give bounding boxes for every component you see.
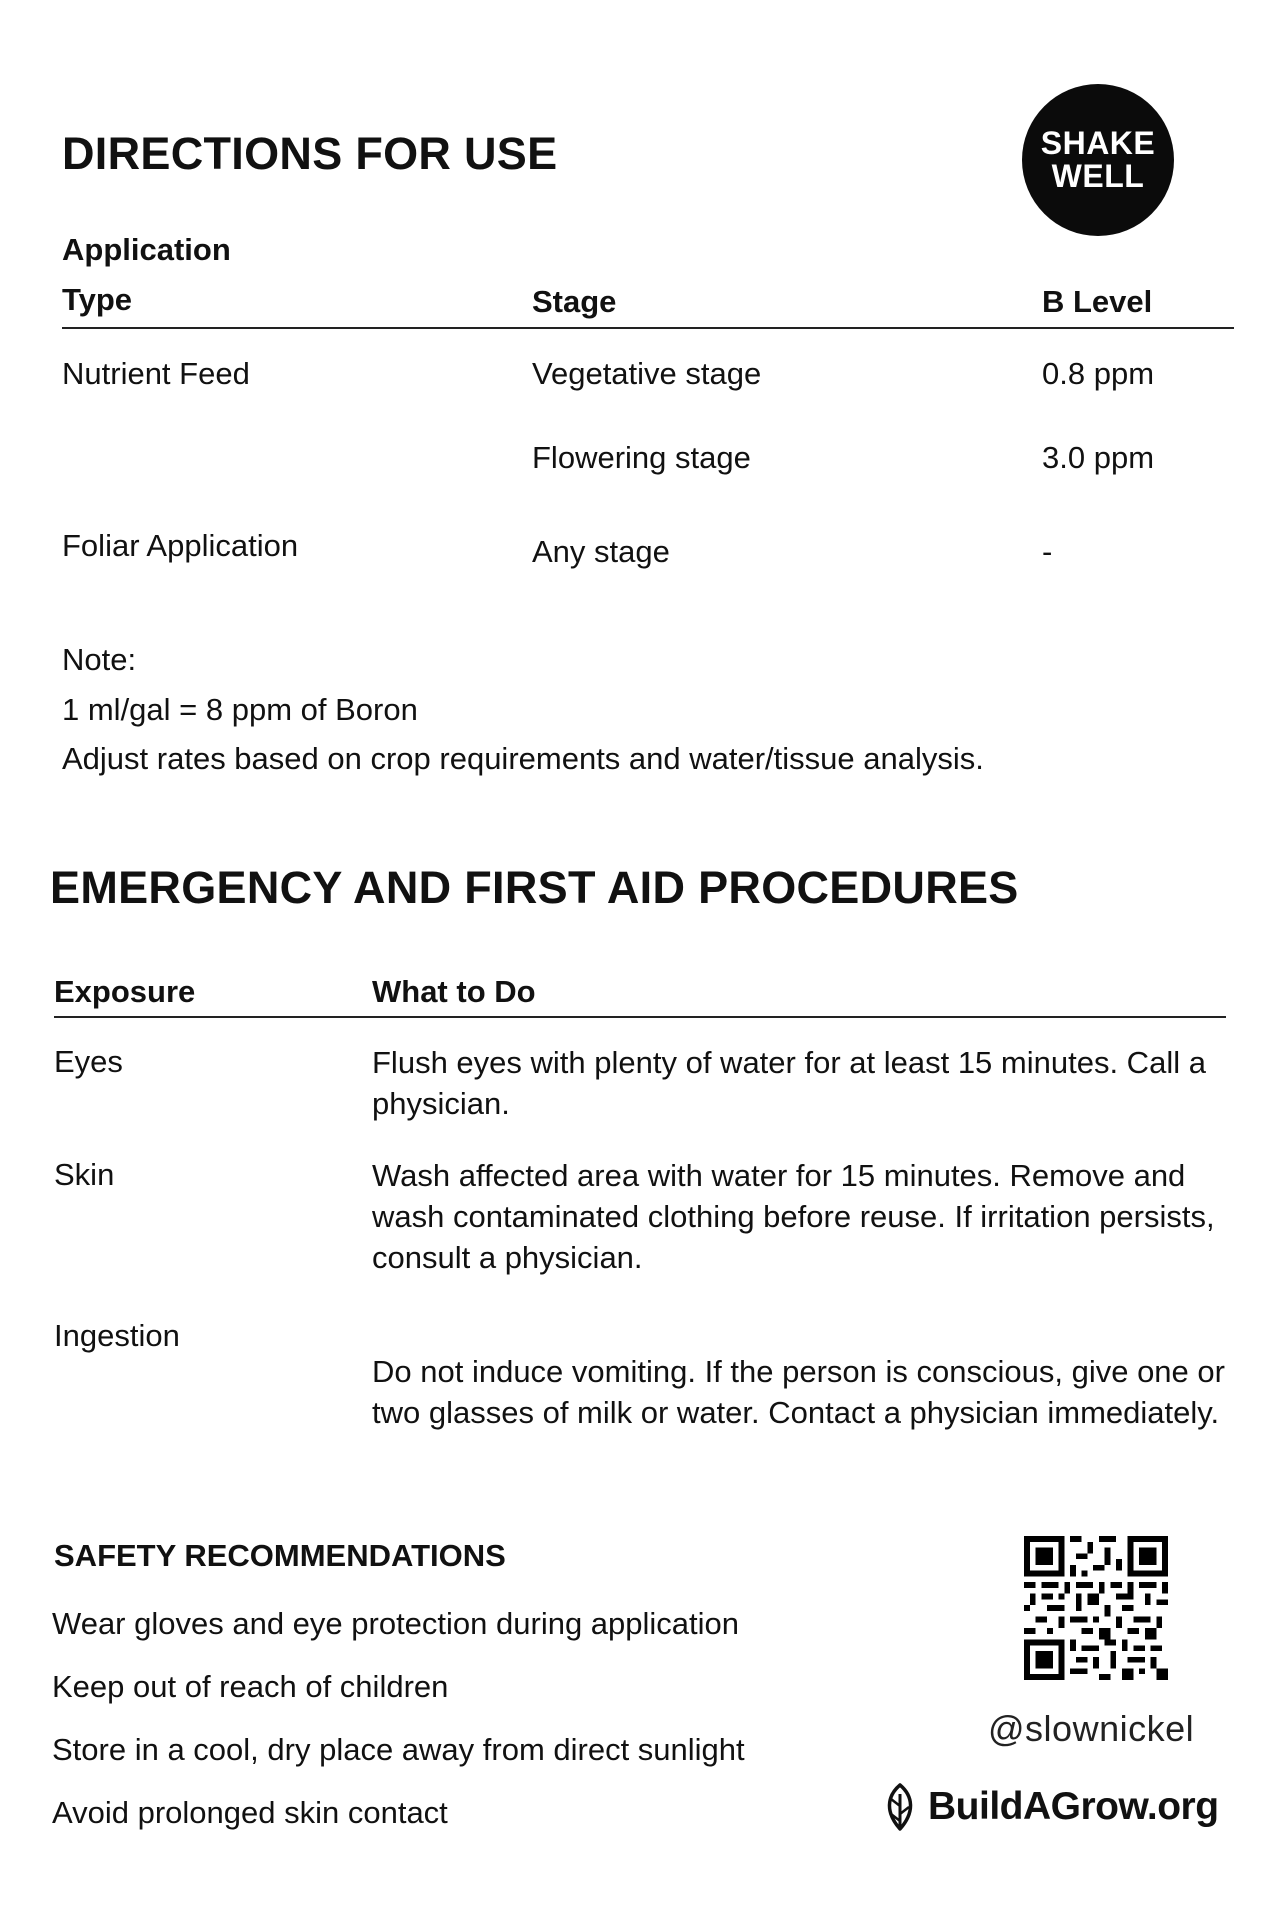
row-1-type: Nutrient Feed [62, 356, 250, 391]
row-3-type: Foliar Application [62, 528, 299, 563]
what-eyes: Flush eyes with plenty of water for at least 15 minutes. Call a physician. [372, 1045, 1206, 1121]
safety-title: SAFETY RECOMMENDATIONS [54, 1538, 506, 1573]
safety-item-3: Store in a cool, dry place away from direct sunlight [52, 1732, 745, 1767]
exposure-eyes: Eyes [54, 1044, 123, 1079]
header-type: Type [62, 282, 133, 317]
row-1-level: 0.8 ppm [1042, 356, 1155, 391]
note-line-2: Adjust rates based on crop requirements and water/tissue analysis. [62, 741, 984, 776]
row-2-stage: Flowering stage [532, 440, 751, 475]
badge-line-1: SHAKE [1040, 125, 1156, 161]
row-3-level: - [1042, 534, 1053, 569]
directions-header-rule [62, 327, 1234, 329]
badge-line-2: WELL [1051, 158, 1145, 194]
safety-item-1: Wear gloves and eye protection during application [52, 1606, 740, 1641]
row-3-stage: Any stage [532, 534, 670, 569]
what-ingestion: Do not induce vomiting. If the person is conscious, give one or two glasses of milk or water. Contact a physician immediately. [372, 1354, 1225, 1430]
emergency-header-rule [54, 1016, 1226, 1018]
shake-well-badge [1022, 84, 1174, 236]
safety-item-4: Avoid prolonged skin contact [52, 1795, 448, 1830]
row-1-stage: Vegetative stage [532, 356, 762, 391]
emergency-title: EMERGENCY AND FIRST AID PROCEDURES [50, 862, 1019, 913]
header-exposure: Exposure [54, 974, 196, 1009]
note-label: Note: [62, 642, 137, 677]
header-stage: Stage [532, 284, 617, 319]
header-application: Application [62, 232, 231, 267]
directions-title: DIRECTIONS FOR USE [62, 128, 558, 179]
social-handle: @slownickel [988, 1708, 1195, 1749]
note-line-1: 1 ml/gal = 8 ppm of Boron [62, 692, 418, 727]
safety-item-2: Keep out of reach of children [52, 1669, 449, 1704]
header-what-to-do: What to Do [372, 974, 536, 1009]
leaf-icon [878, 1782, 922, 1832]
row-2-level: 3.0 ppm [1042, 440, 1155, 475]
qr-code-icon[interactable] [1024, 1536, 1168, 1680]
what-skin: Wash affected area with water for 15 minutes. Remove and wash contaminated clothing before reuse. If irritation persists, consult a physician. [372, 1158, 1215, 1275]
header-b-level: B Level [1042, 284, 1153, 319]
brand-name: BuildAGrow.org [928, 1785, 1219, 1828]
brand-logo[interactable] [878, 1782, 1219, 1832]
exposure-ingestion: Ingestion [54, 1318, 180, 1353]
exposure-skin: Skin [54, 1157, 115, 1192]
